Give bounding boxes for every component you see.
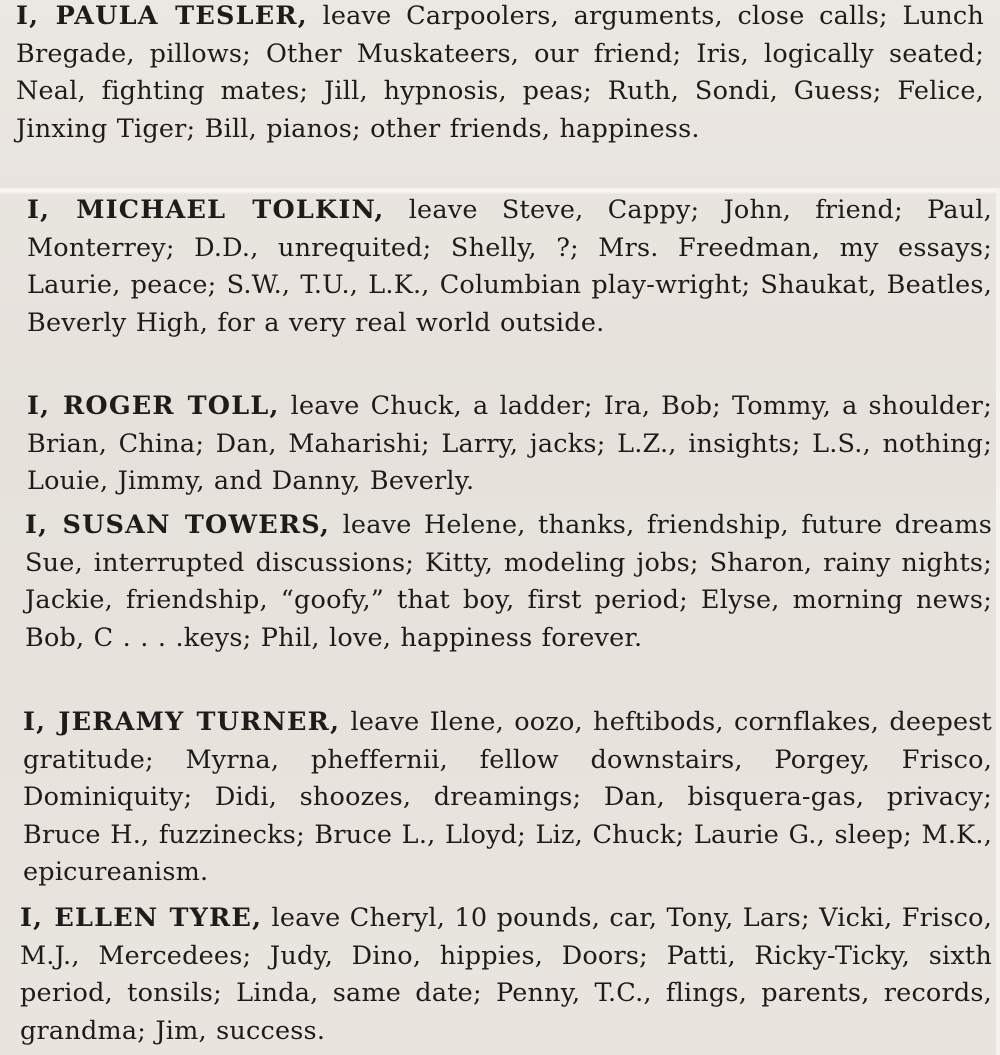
entry-name: I, MICHAEL TOLKIN,	[27, 195, 385, 225]
entry-name: I, ELLEN TYRE,	[20, 903, 263, 933]
entry-name: I, PAULA TESLER,	[16, 1, 308, 31]
will-entry-ellen-tyre	[0, 900, 1000, 1050]
entry-text: leave Carpoolers, arguments, close calls; Lunch Bregade, pillows; Other Muskateers, our friend; Iris, logically seated; Neal, fighting mates; Jill, hypnosis, peas; Ruth, Sondi, Guess; Felice, Jinxing Tiger; Bill, pianos; other friends, happiness.	[16, 1, 984, 144]
entry-name: I, ROGER TOLL,	[27, 391, 280, 421]
entry-text: leave Chuck, a ladder; Ira, Bob; Tommy, a shoulder; Brian, China; Dan, Maharishi; Larry, jacks; L.Z., insights; L.S., nothing; Louie, Jimmy, and Danny, Beverly.	[27, 391, 992, 496]
entry-text: leave Helene, thanks, friendship, future dreams Sue, interrupted discussions; Kitty, modeling jobs; Sharon, rainy nights; Jackie, friendship, “goofy,” that boy, first period; Elyse, morning news; Bob, C . . . .keys; Phil, love, happiness forever.	[25, 510, 992, 653]
will-entry-jeramy-turner	[0, 704, 1000, 892]
will-entry-susan-towers	[0, 507, 1000, 657]
entry-text: leave Ilene, oozo, heftibods, cornflakes, deepest gratitude; Myrna, pheffernii, fellow downstairs, Porgey, Frisco, Dominiquity; Didi, shoozes, dreamings; Dan, bisquera-gas, privacy; Bruce H., fuzzinecks; Bruce L., Lloyd; Liz, Chuck; Laurie G., sleep; M.K., epicureanism.	[23, 707, 992, 887]
will-entry-roger-toll	[0, 388, 1000, 501]
entry-text: leave Steve, Cappy; John, friend; Paul, Monterrey; D.D., unrequited; Shelly, ?; Mrs. Freedman, my essays; Laurie, peace; S.W., T.U., L.K., Columbian play-wright; Shaukat, Beatles, Beverly High, for a very real world outside.	[27, 195, 992, 338]
entry-name: I, JERAMY TURNER,	[23, 707, 341, 737]
will-entry-paula-tesler	[0, 0, 1000, 148]
entry-text: leave Cheryl, 10 pounds, car, Tony, Lars; Vicki, Frisco, M.J., Mercedees; Judy, Dino, hippies, Doors; Patti, Ricky-Ticky, sixth period, tonsils; Linda, same date; Penny, T.C., flings, parents, records, grandma; Jim, success.	[20, 903, 992, 1046]
will-entry-michael-tolkin	[0, 192, 1000, 342]
entry-name: I, SUSAN TOWERS,	[25, 510, 331, 540]
